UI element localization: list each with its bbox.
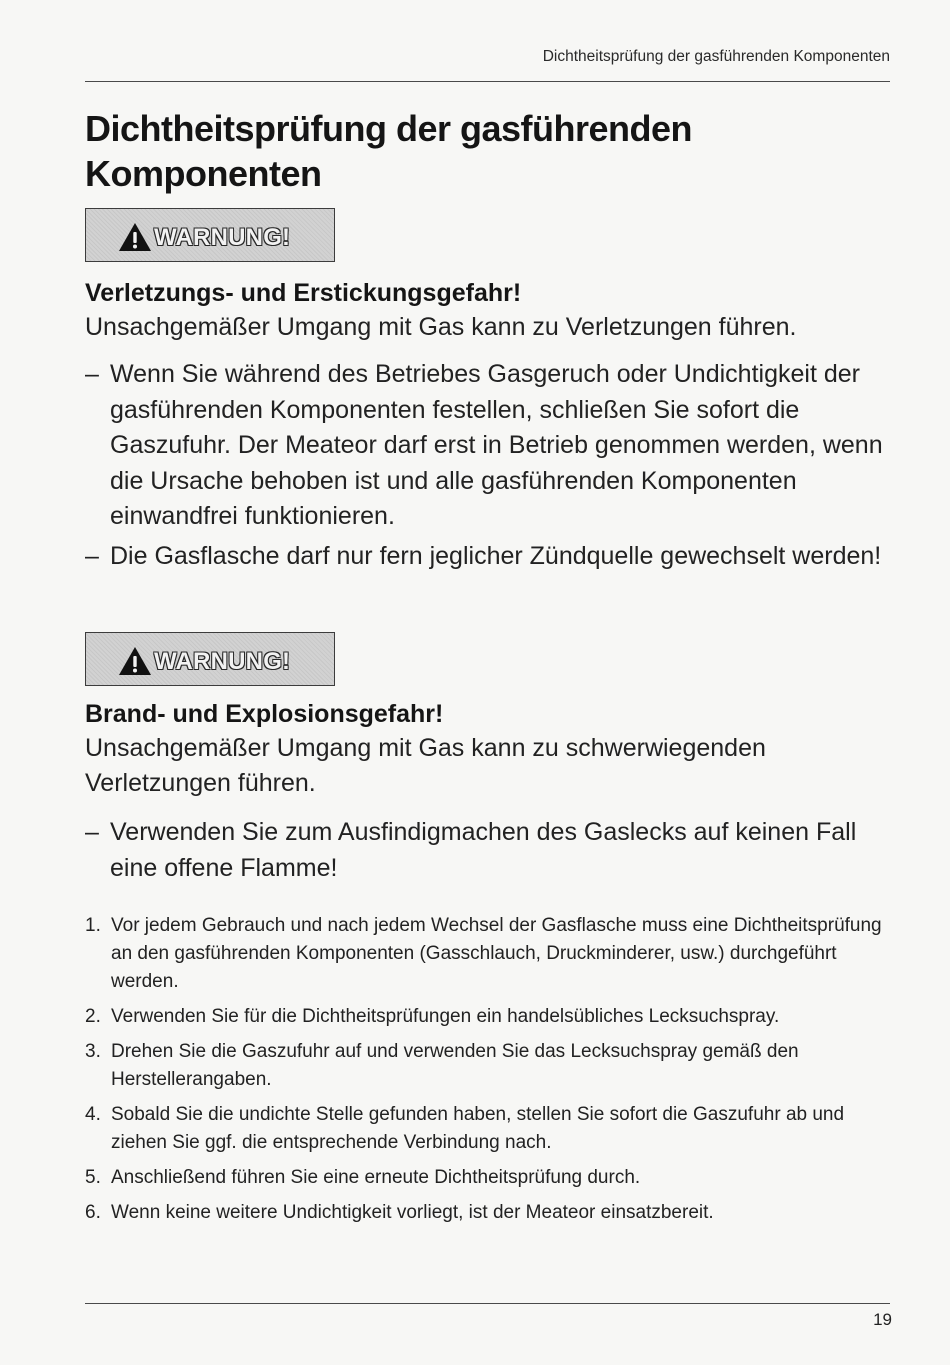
warning-triangle-icon	[118, 646, 152, 676]
step-item	[85, 1199, 900, 1227]
warning-instructions	[85, 815, 905, 890]
step-item	[85, 1038, 900, 1094]
hazard-title: Verletzungs- und Erstickungsgefahr!	[85, 279, 522, 307]
list-item-text: Die Gasflasche darf nur fern jeglicher Zündquelle gewechselt werden!	[110, 541, 882, 570]
step-item	[85, 1164, 900, 1192]
dash-marker: –	[85, 360, 99, 388]
procedure-steps	[85, 912, 900, 1234]
list-item	[85, 357, 905, 535]
step-number: 4.	[85, 1104, 101, 1125]
running-header: Dichtheitsprüfung der gasführenden Komponenten	[542, 48, 890, 65]
footer-rule	[85, 1303, 890, 1304]
list-item	[85, 539, 905, 575]
hazard-description: Unsachgemäßer Umgang mit Gas kann zu Verletzungen führen.	[85, 313, 797, 341]
list-item-text: Verwenden Sie zum Ausfindigmachen des Gaslecks auf keinen Fall eine offene Flamme!	[110, 818, 857, 882]
step-text: Anschließend führen Sie eine erneute Dichtheitsprüfung durch.	[111, 1167, 641, 1188]
step-text: Drehen Sie die Gaszufuhr auf und verwenden Sie das Lecksuchspray gemäß den Herstellerangaben.	[111, 1041, 799, 1090]
step-text: Vor jedem Gebrauch und nach jedem Wechsel der Gasflasche muss eine Dichtheitsprüfung an den gasführenden Komponenten (Gasschlauch, Druckminderer, usw.) durchgeführt werden.	[111, 915, 882, 992]
step-text: Sobald Sie die undichte Stelle gefunden haben, stellen Sie sofort die Gaszufuhr ab und ziehen Sie ggf. die entsprechende Verbindung nach.	[111, 1104, 845, 1153]
page-number: 19	[873, 1310, 892, 1329]
hazard-description: Unsachgemäßer Umgang mit Gas kann zu schwerwiegenden Verletzungen führen.	[85, 734, 766, 797]
step-item	[85, 912, 900, 996]
step-text: Verwenden Sie für die Dichtheitsprüfungen ein handelsübliches Lecksuchspray.	[111, 1006, 780, 1027]
step-text: Wenn keine weitere Undichtigkeit vorliegt, ist der Meateor einsatzbereit.	[111, 1202, 714, 1223]
page-title: Dichtheitsprüfung der gasführenden Komponenten	[85, 108, 693, 194]
step-number: 1.	[85, 915, 101, 936]
list-item-text: Wenn Sie während des Betriebes Gasgeruch oder Undichtigkeit der gasführenden Komponenten festellen, schließen Sie sofort die Gaszufuhr. Der Meateor darf erst in Betrieb genommen werden, wenn die Ursache behoben ist und alle gasführenden Komponenten einwandfrei funktionieren.	[110, 360, 883, 530]
step-item	[85, 1003, 900, 1031]
step-number: 3.	[85, 1041, 101, 1062]
header-rule	[85, 81, 890, 82]
step-number: 2.	[85, 1006, 101, 1027]
dash-marker: –	[85, 541, 99, 570]
list-item	[85, 815, 905, 886]
warning-triangle-icon	[118, 222, 152, 252]
step-number: 6.	[85, 1202, 101, 1223]
step-item	[85, 1101, 900, 1157]
warning-label: WARNUNG!	[154, 224, 291, 251]
warning-label: WARNUNG!	[154, 648, 291, 675]
warning-box	[85, 632, 335, 686]
warning-box	[85, 208, 335, 262]
dash-marker: –	[85, 818, 99, 846]
step-number: 5.	[85, 1167, 101, 1188]
warning-instructions	[85, 357, 905, 578]
hazard-title: Brand- und Explosionsgefahr!	[85, 700, 444, 728]
